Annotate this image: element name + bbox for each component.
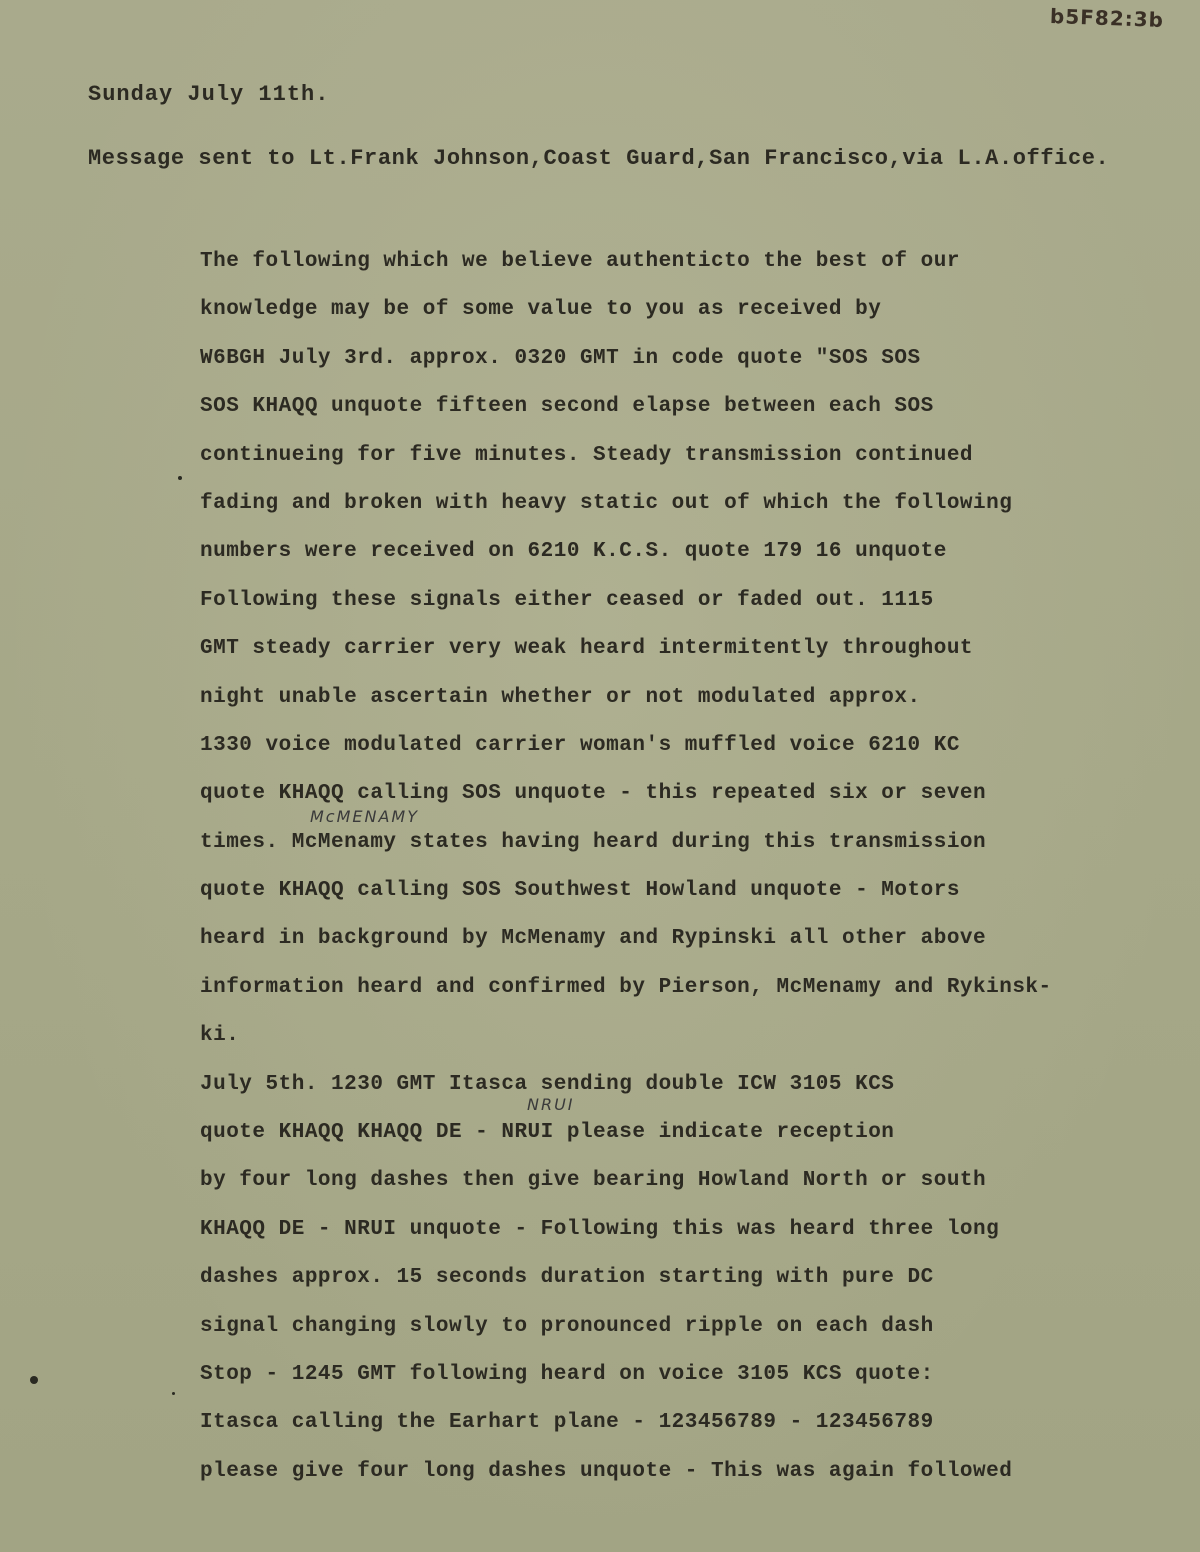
body-line: The following which we believe authenticto the best of our: [200, 250, 960, 273]
body-line: please give four long dashes unquote - This was again followed: [200, 1459, 1013, 1483]
body-line: by four long dashes then give bearing Howland North or south: [200, 1169, 987, 1193]
body-line: knowledge may be of some value to you as received by: [200, 298, 882, 322]
body-line-text: times. McMenamy states having heard during this transmission: [200, 830, 987, 854]
body-line: KHAQQ DE - NRUI unquote - Following this was heard three long: [200, 1217, 1000, 1241]
body-line-with-annotation: [200, 806, 1100, 867]
body-line: continueing for five minutes. Steady transmission continued: [200, 443, 974, 467]
handwritten-annotation-nrui: NRUI: [527, 1095, 575, 1115]
ink-speck: [172, 1392, 175, 1395]
body-line: July 5th. 1230 GMT Itasca sending double ICW 3105 KCS: [200, 1072, 895, 1096]
body-line: W6BGH July 3rd. approx. 0320 GMT in code quote "SOS SOS: [200, 346, 921, 370]
body-line: heard in background by McMenamy and Rypinski all other above: [200, 927, 987, 951]
body-line: ki.: [200, 1024, 240, 1048]
message-body: [200, 238, 1100, 1496]
ink-speck: [178, 476, 182, 480]
body-line: signal changing slowly to pronounced ripple on each dash: [200, 1314, 934, 1338]
body-line: numbers were received on 6210 K.C.S. quote 179 16 unquote: [200, 540, 947, 564]
archive-reference-number: b5F82:3b: [1049, 4, 1165, 32]
body-line: fading and broken with heavy static out of which the following: [200, 491, 1013, 515]
body-line: GMT steady carrier very weak heard intermitently throughout: [200, 637, 974, 661]
body-line-text: quote KHAQQ KHAQQ DE - NRUI please indicate reception: [200, 1121, 895, 1145]
body-line: 1330 voice modulated carrier woman's muffled voice 6210 KC: [200, 733, 960, 757]
body-line: Following these signals either ceased or faded out. 1115: [200, 588, 934, 612]
body-line: quote KHAQQ calling SOS unquote - this repeated six or seven: [200, 782, 987, 806]
message-recipient-line: Message sent to Lt.Frank Johnson,Coast Guard,San Francisco,via L.A.office.: [88, 146, 1110, 171]
body-line-with-annotation: [200, 1095, 1100, 1157]
body-line: Itasca calling the Earhart plane - 123456789 - 123456789: [200, 1411, 934, 1435]
body-line: night unable ascertain whether or not modulated approx.: [200, 685, 921, 709]
body-line: Stop - 1245 GMT following heard on voice 3105 KCS quote:: [200, 1362, 934, 1386]
document-date-heading: Sunday July 11th.: [88, 82, 330, 107]
handwritten-annotation-mcmenamy: McMENAMY: [310, 806, 420, 826]
body-line: dashes approx. 15 seconds duration starting with pure DC: [200, 1266, 934, 1290]
ink-speck: [30, 1376, 38, 1384]
body-line: quote KHAQQ calling SOS Southwest Howland unquote - Motors: [200, 879, 960, 903]
body-line: SOS KHAQQ unquote fifteen second elapse between each SOS: [200, 395, 934, 419]
body-line: information heard and confirmed by Pierson, McMenamy and Rykinsk-: [200, 975, 1052, 999]
